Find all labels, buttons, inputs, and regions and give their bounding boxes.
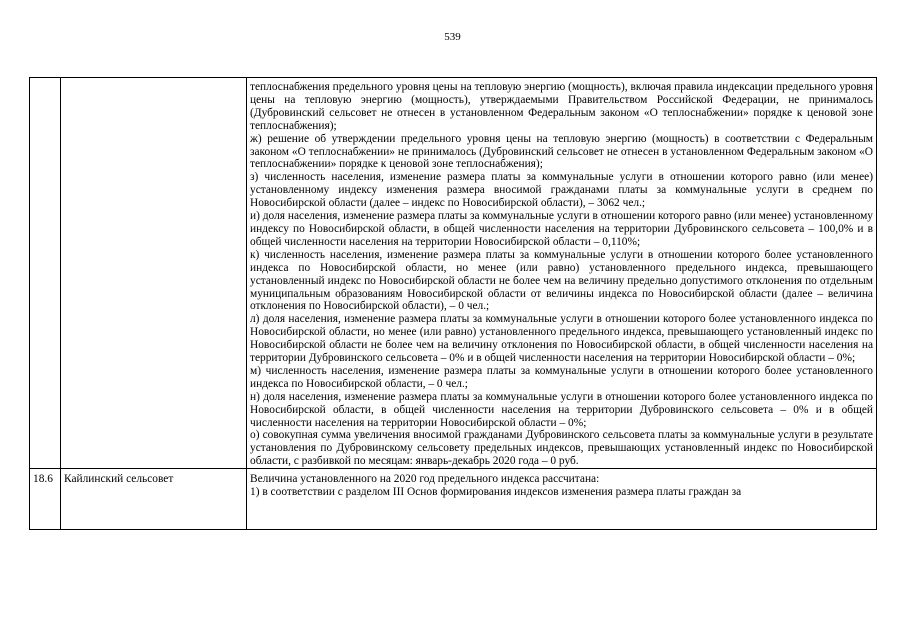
paragraph: м) численность населения, изменение размера платы за коммунальные услуги в отношении которого более установленного индекса по Новосибирской области, – 0 чел.; bbox=[250, 364, 873, 390]
page-number: 539 bbox=[444, 31, 461, 43]
description-cell bbox=[247, 78, 877, 469]
row-number-cell bbox=[30, 78, 61, 469]
paragraph: н) доля населения, изменение размера платы за коммунальные услуги в отношении которого более установленного индекса по Новосибирской области, в общей численности населения на территории Дубровинского сельсовета – 0% и в общей численности населения на территории Новосибирской области – 0%; bbox=[250, 390, 873, 429]
row-number-cell bbox=[30, 469, 61, 530]
row-number: 18.6 bbox=[33, 473, 53, 486]
paragraph: з) численность населения, изменение размера платы за коммунальные услуги в отношении которого равно (или менее) установленному индексу изменения размера вносимой гражданами платы за коммунальные услуги в среднем по Новосибирской области (далее – индекс по Новосибирской области), – 3062 чел.; bbox=[250, 171, 873, 210]
municipality-name-cell bbox=[61, 469, 247, 530]
document-table bbox=[29, 77, 877, 530]
description-text bbox=[247, 469, 876, 499]
description-cell bbox=[247, 469, 877, 530]
table-row bbox=[30, 78, 877, 469]
municipality-name: Кайлинский сельсовет bbox=[64, 473, 174, 486]
paragraph: ж) решение об утверждении предельного уровня цены на тепловую энергию (мощность) в соответствии с Федеральным законом «О теплоснабжении» не принималось (Дубровинский сельсовет не отнесен в установленном Федеральным законом «О теплоснабжении» порядке к ценовой зоне теплоснабжения); bbox=[250, 132, 873, 171]
paragraph: теплоснабжения предельного уровня цены на тепловую энергию (мощность), включая правила индексации предельного уровня цены на тепловую энергию (мощность), утверждаемыми Правительством Российской Федерации, не принималось (Дубровинский сельсовет не отнесен в установленном Федеральным законом «О теплоснабжении» порядке к ценовой зоне теплоснабжения); bbox=[250, 81, 873, 132]
paragraph: и) доля населения, изменение размера платы за коммунальные услуги в отношении которого равно (или менее) установленному индексу по Новосибирской области, в общей численности населения на территории Дубровинского сельсовета – 100,0% и в общей численности населения на территории Новосибирской области – 0,110%; bbox=[250, 210, 874, 248]
table-row bbox=[30, 469, 877, 530]
paragraph: о) совокупная сумма увеличения вносимой гражданами Дубровинского сельсовета платы за коммунальные услуги в результате установления по Дубровинскому сельсовету предельных индексов, превышающих установленный индекс по Новосибирской области, с разбивкой по месяцам: январь-декабрь 2020 года – 0 руб. bbox=[250, 429, 873, 468]
paragraph: л) доля населения, изменение размера платы за коммунальные услуги в отношении которого более установленного индекса по Новосибирской области, но менее (или равно) установленного предельного индекса, превышающего установленный индекс по Новосибирской области не более чем на величину отклонения по Новосибирской области, в общей численности населения на территории Дубровинского сельсовета – 0% и в общей численности населения на территории Новосибирской области – 0%; bbox=[250, 313, 873, 365]
paragraph: Величина установленного на 2020 год предельного индекса рассчитана: bbox=[250, 473, 600, 486]
row-number bbox=[30, 78, 60, 82]
municipality-name-cell bbox=[61, 78, 247, 469]
description-text bbox=[247, 78, 876, 468]
paragraph: 1) в соответствии с разделом III Основ формирования индексов изменения размера платы граждан за bbox=[250, 486, 742, 499]
paragraph: к) численность населения, изменение размера платы за коммунальные услуги в отношении которого более установленного индекса по Новосибирской области, но менее (или равно) установленного предельного индекса, превышающего установленный индекс по Новосибирской области не более чем на величину предельно допустимого отклонения по отдельным муниципальным образованиям Новосибирской области от величины индекса по Новосибирской области (далее – величина отклонения по Новосибирской области), – 0 чел.; bbox=[250, 248, 873, 313]
municipality-name bbox=[61, 78, 246, 82]
